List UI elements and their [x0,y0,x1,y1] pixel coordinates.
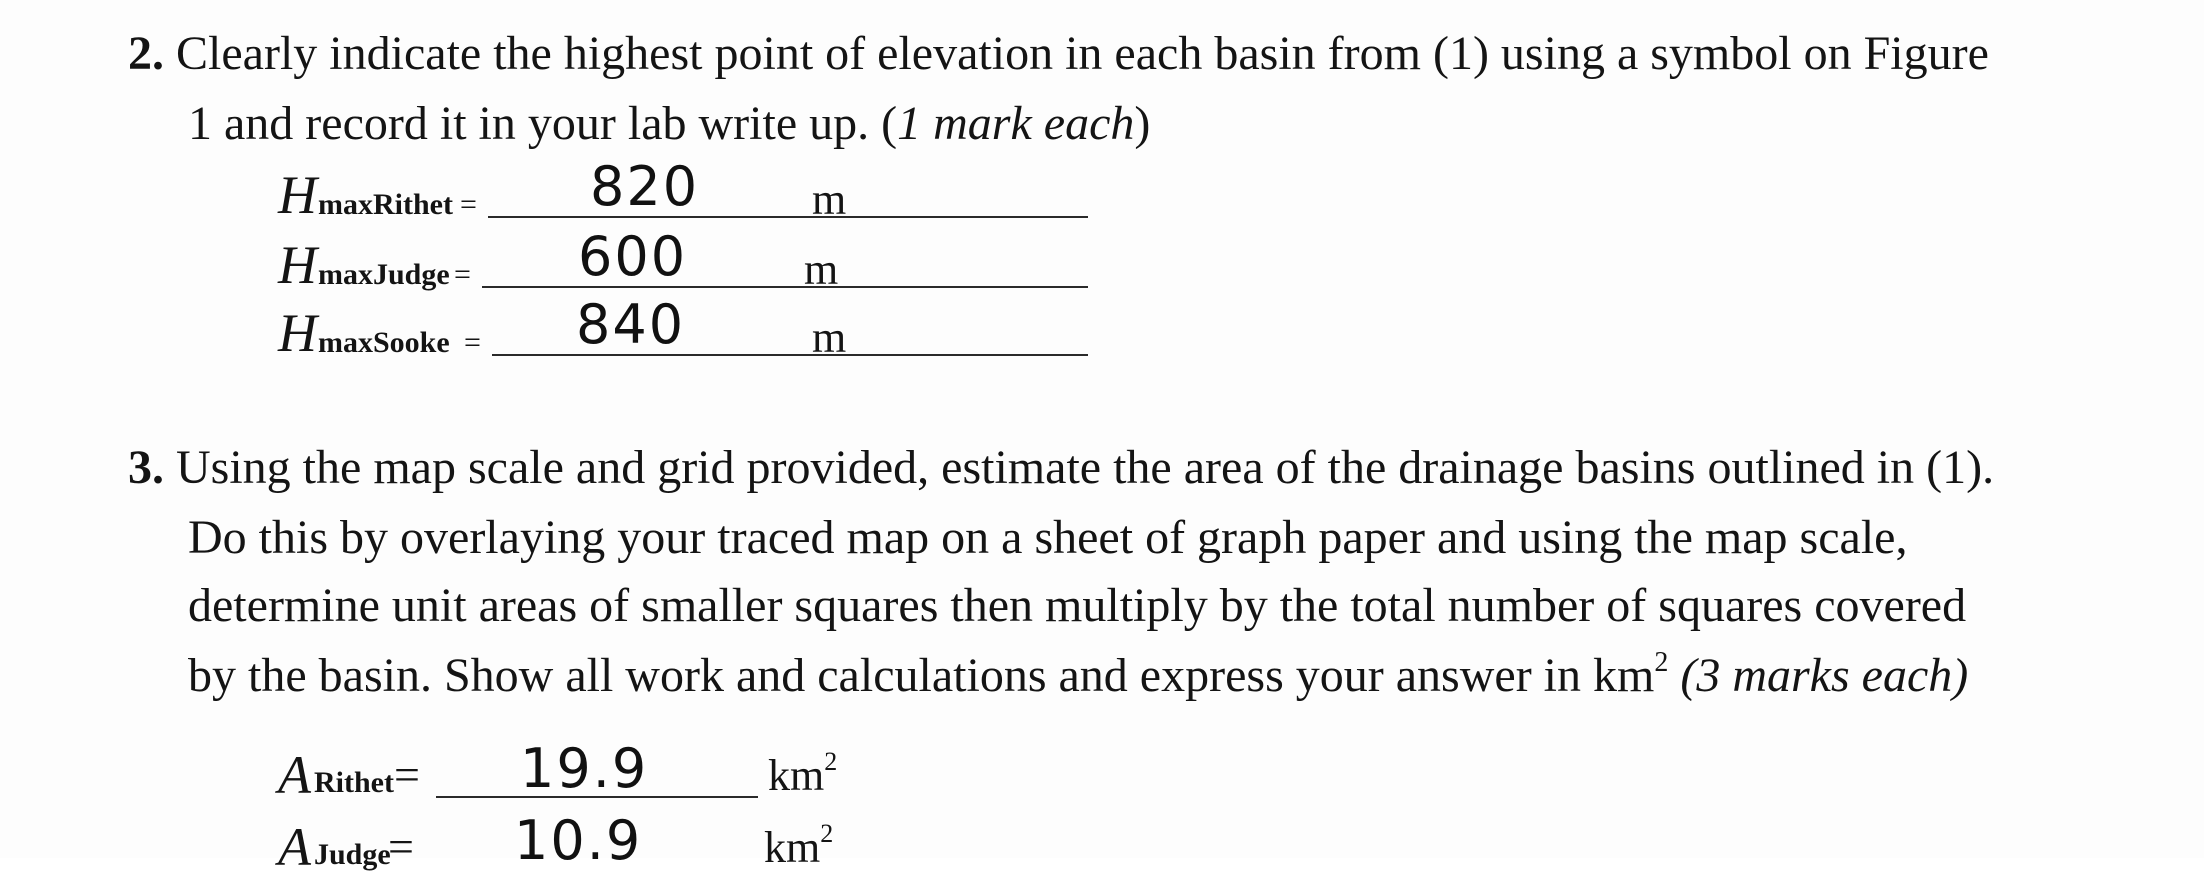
answer-subscript: maxRithet [318,188,453,221]
unit-label [764,819,834,872]
answer-blank-line [482,286,1088,288]
question-3-number: 3. [128,441,164,494]
unit-label: m [812,175,847,224]
unit-label: m [812,313,847,362]
equals-sign: = [460,188,477,221]
question-3-marks: (3 marks each) [1680,649,1969,702]
answer-symbol: A [278,745,311,805]
equals-sign: = [464,326,481,359]
equals-sign: = [454,258,471,291]
handwritten-answer: 10.9 [514,809,643,872]
answer-subscript: maxSooke [318,326,450,359]
unit-text: km [764,823,821,872]
unit-label: m [804,245,839,294]
unit-superscript: 2 [824,747,838,776]
answer-symbol: A [278,817,311,877]
unit-text: km [768,751,825,800]
question-2-line-2 [188,97,1151,150]
question-2-number: 2. [128,27,164,80]
question-3-line-4 [188,647,1969,702]
handwritten-answer: 840 [576,293,686,356]
question-2-text-1: Clearly indicate the highest point of elevation in each basin from (1) using a symbol on Figure [176,27,1989,80]
answer-blank-line [488,216,1088,218]
answer-symbol: H [278,303,317,363]
question-2-line-1 [128,27,1989,80]
question-3-line-1 [128,441,1995,494]
equals-sign: = [388,821,414,872]
question-2-marks: 1 mark each [897,97,1135,150]
answer-row-hmax-sooke [278,293,878,376]
answer-symbol: H [278,165,317,225]
handwritten-answer: 820 [590,155,700,218]
question-3-text-3: determine unit areas of smaller squares then multiply by the total number of squares covered [188,579,1967,632]
question-2-text-2: 1 and record it in your lab write up. ( [188,97,898,150]
handwritten-answer: 600 [578,225,688,288]
equals-sign: = [394,749,420,800]
question-3-text-1: Using the map scale and grid provided, estimate the area of the drainage basins outlined in (1). [176,441,1995,494]
answer-subscript: Rithet [314,766,394,799]
handwritten-answer: 19.9 [520,737,649,800]
question-3-superscript: 2 [1654,647,1669,678]
unit-label [768,747,838,800]
question-3-text-2: Do this by overlaying your traced map on a sheet of graph paper and using the map scale, [188,511,1908,564]
question-3-line-3 [188,579,1967,632]
answer-subscript: maxJudge [318,258,450,291]
question-2-close-paren: ) [1134,97,1151,150]
answer-subscript: Judge [314,838,391,871]
answer-symbol: H [278,235,317,295]
question-3-text-4: by the basin. Show all work and calculations and express your answer in km [188,649,1655,702]
unit-superscript: 2 [820,819,834,848]
question-3-line-2 [188,511,1908,564]
answer-row-area-judge [278,809,878,890]
answer-row-area-rithet [278,737,878,818]
